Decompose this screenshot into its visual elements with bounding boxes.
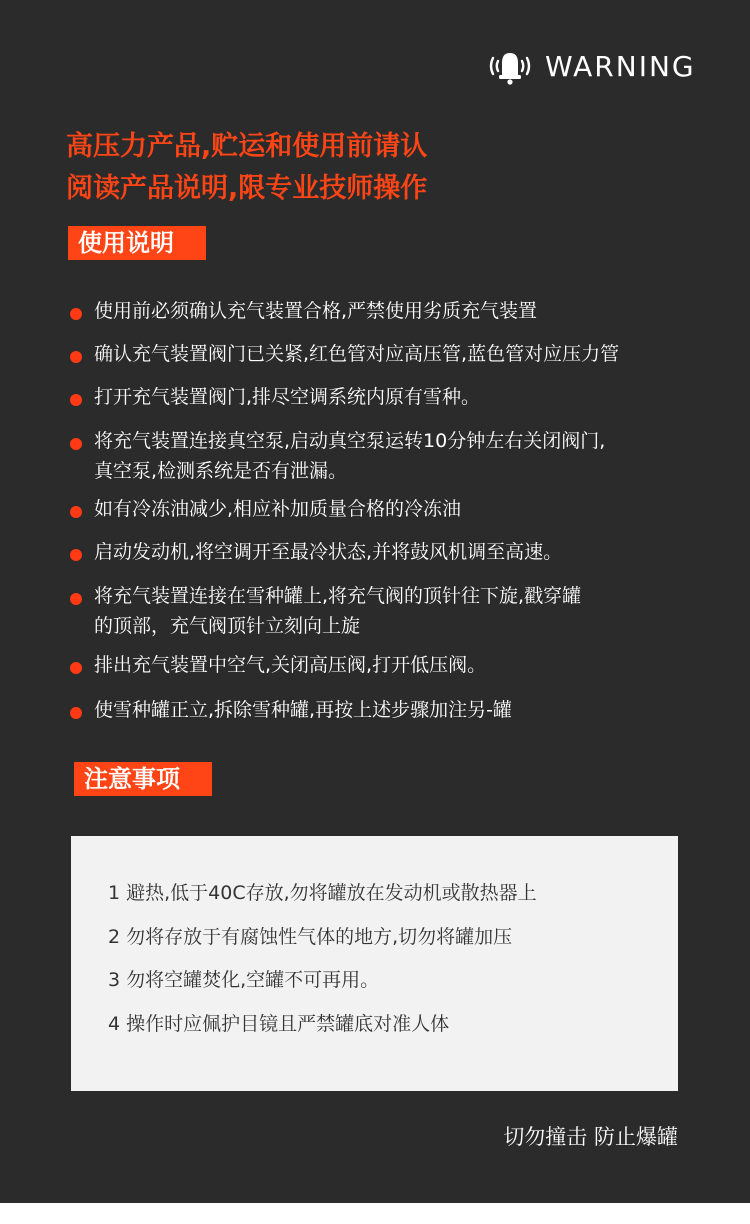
list-item (70, 426, 710, 486)
list-item-text: 使雪种罐正立,拆除雪种罐,再按上述步骤加注另-罐 (94, 699, 512, 721)
list-item-text: 打开充气装置阀门,排尽空调系统内原有雪种。 (94, 386, 481, 408)
warning-label: WARNING (545, 49, 696, 83)
usage-section-title: 使用说明 (68, 226, 206, 260)
list-item-text: 启动发动机,将空调开至最冷状态,并将鼓风机调至高速。 (94, 541, 563, 563)
list-item (70, 494, 710, 524)
bullet-dot-icon (70, 506, 82, 518)
notice-section-title: 注意事项 (74, 762, 212, 796)
bullet-dot-icon (70, 593, 82, 605)
list-item (70, 296, 710, 326)
bullet-dot-icon (70, 394, 82, 406)
notice-item: 3 勿将空罐焚化,空罐不可再用。 (108, 969, 380, 991)
bullet-dot-icon (70, 662, 82, 674)
list-item (70, 581, 710, 641)
list-item-text: 将充气装置连接在雪种罐上,将充气阀的顶针往下旋,戳穿罐 的顶部，充气阀顶针立刻向上旋 (94, 585, 582, 637)
list-item (70, 537, 710, 567)
bullet-dot-icon (70, 308, 82, 320)
list-item-text: 排出充气装置中空气,关闭高压阀,打开低压阀。 (94, 654, 487, 676)
list-item-text: 使用前必须确认充气装置合格,严禁使用劣质充气装置 (94, 300, 538, 322)
notice-item: 1 避热,低于40C存放,勿将罐放在发动机或散热器上 (108, 882, 537, 904)
safety-slogan: 切勿撞击 防止爆罐 (503, 1125, 678, 1149)
notice-item: 4 操作时应佩护目镜且严禁罐底对准人体 (108, 1013, 450, 1035)
list-item-text: 如有冷冻油减少,相应补加质量合格的冷冻油 (94, 498, 462, 520)
list-item-text: 确认充气装置阀门已关紧,红色管对应高压管,蓝色管对应压力管 (94, 343, 620, 365)
list-item (70, 695, 710, 725)
list-item (70, 382, 710, 412)
bell-icon (487, 46, 533, 86)
list-item (70, 650, 710, 680)
notice-box (71, 836, 678, 1091)
list-item-text: 将充气装置连接真空泵,启动真空泵运转10分钟左右关闭阀门, 真空泵,检测系统是否有泄漏。 (94, 430, 606, 482)
notice-item: 2 勿将存放于有腐蚀性气体的地方,切勿将罐加压 (108, 926, 513, 948)
bullet-dot-icon (70, 351, 82, 363)
bullet-dot-icon (70, 707, 82, 719)
list-item (70, 339, 710, 369)
warning-badge (487, 44, 696, 88)
bullet-dot-icon (70, 438, 82, 450)
headline-line-2: 阅读产品说明,限专业技师操作 (66, 173, 428, 204)
headline (66, 126, 427, 210)
headline-line-1: 高压力产品,贮运和使用前请认 (66, 131, 428, 162)
bullet-dot-icon (70, 549, 82, 561)
